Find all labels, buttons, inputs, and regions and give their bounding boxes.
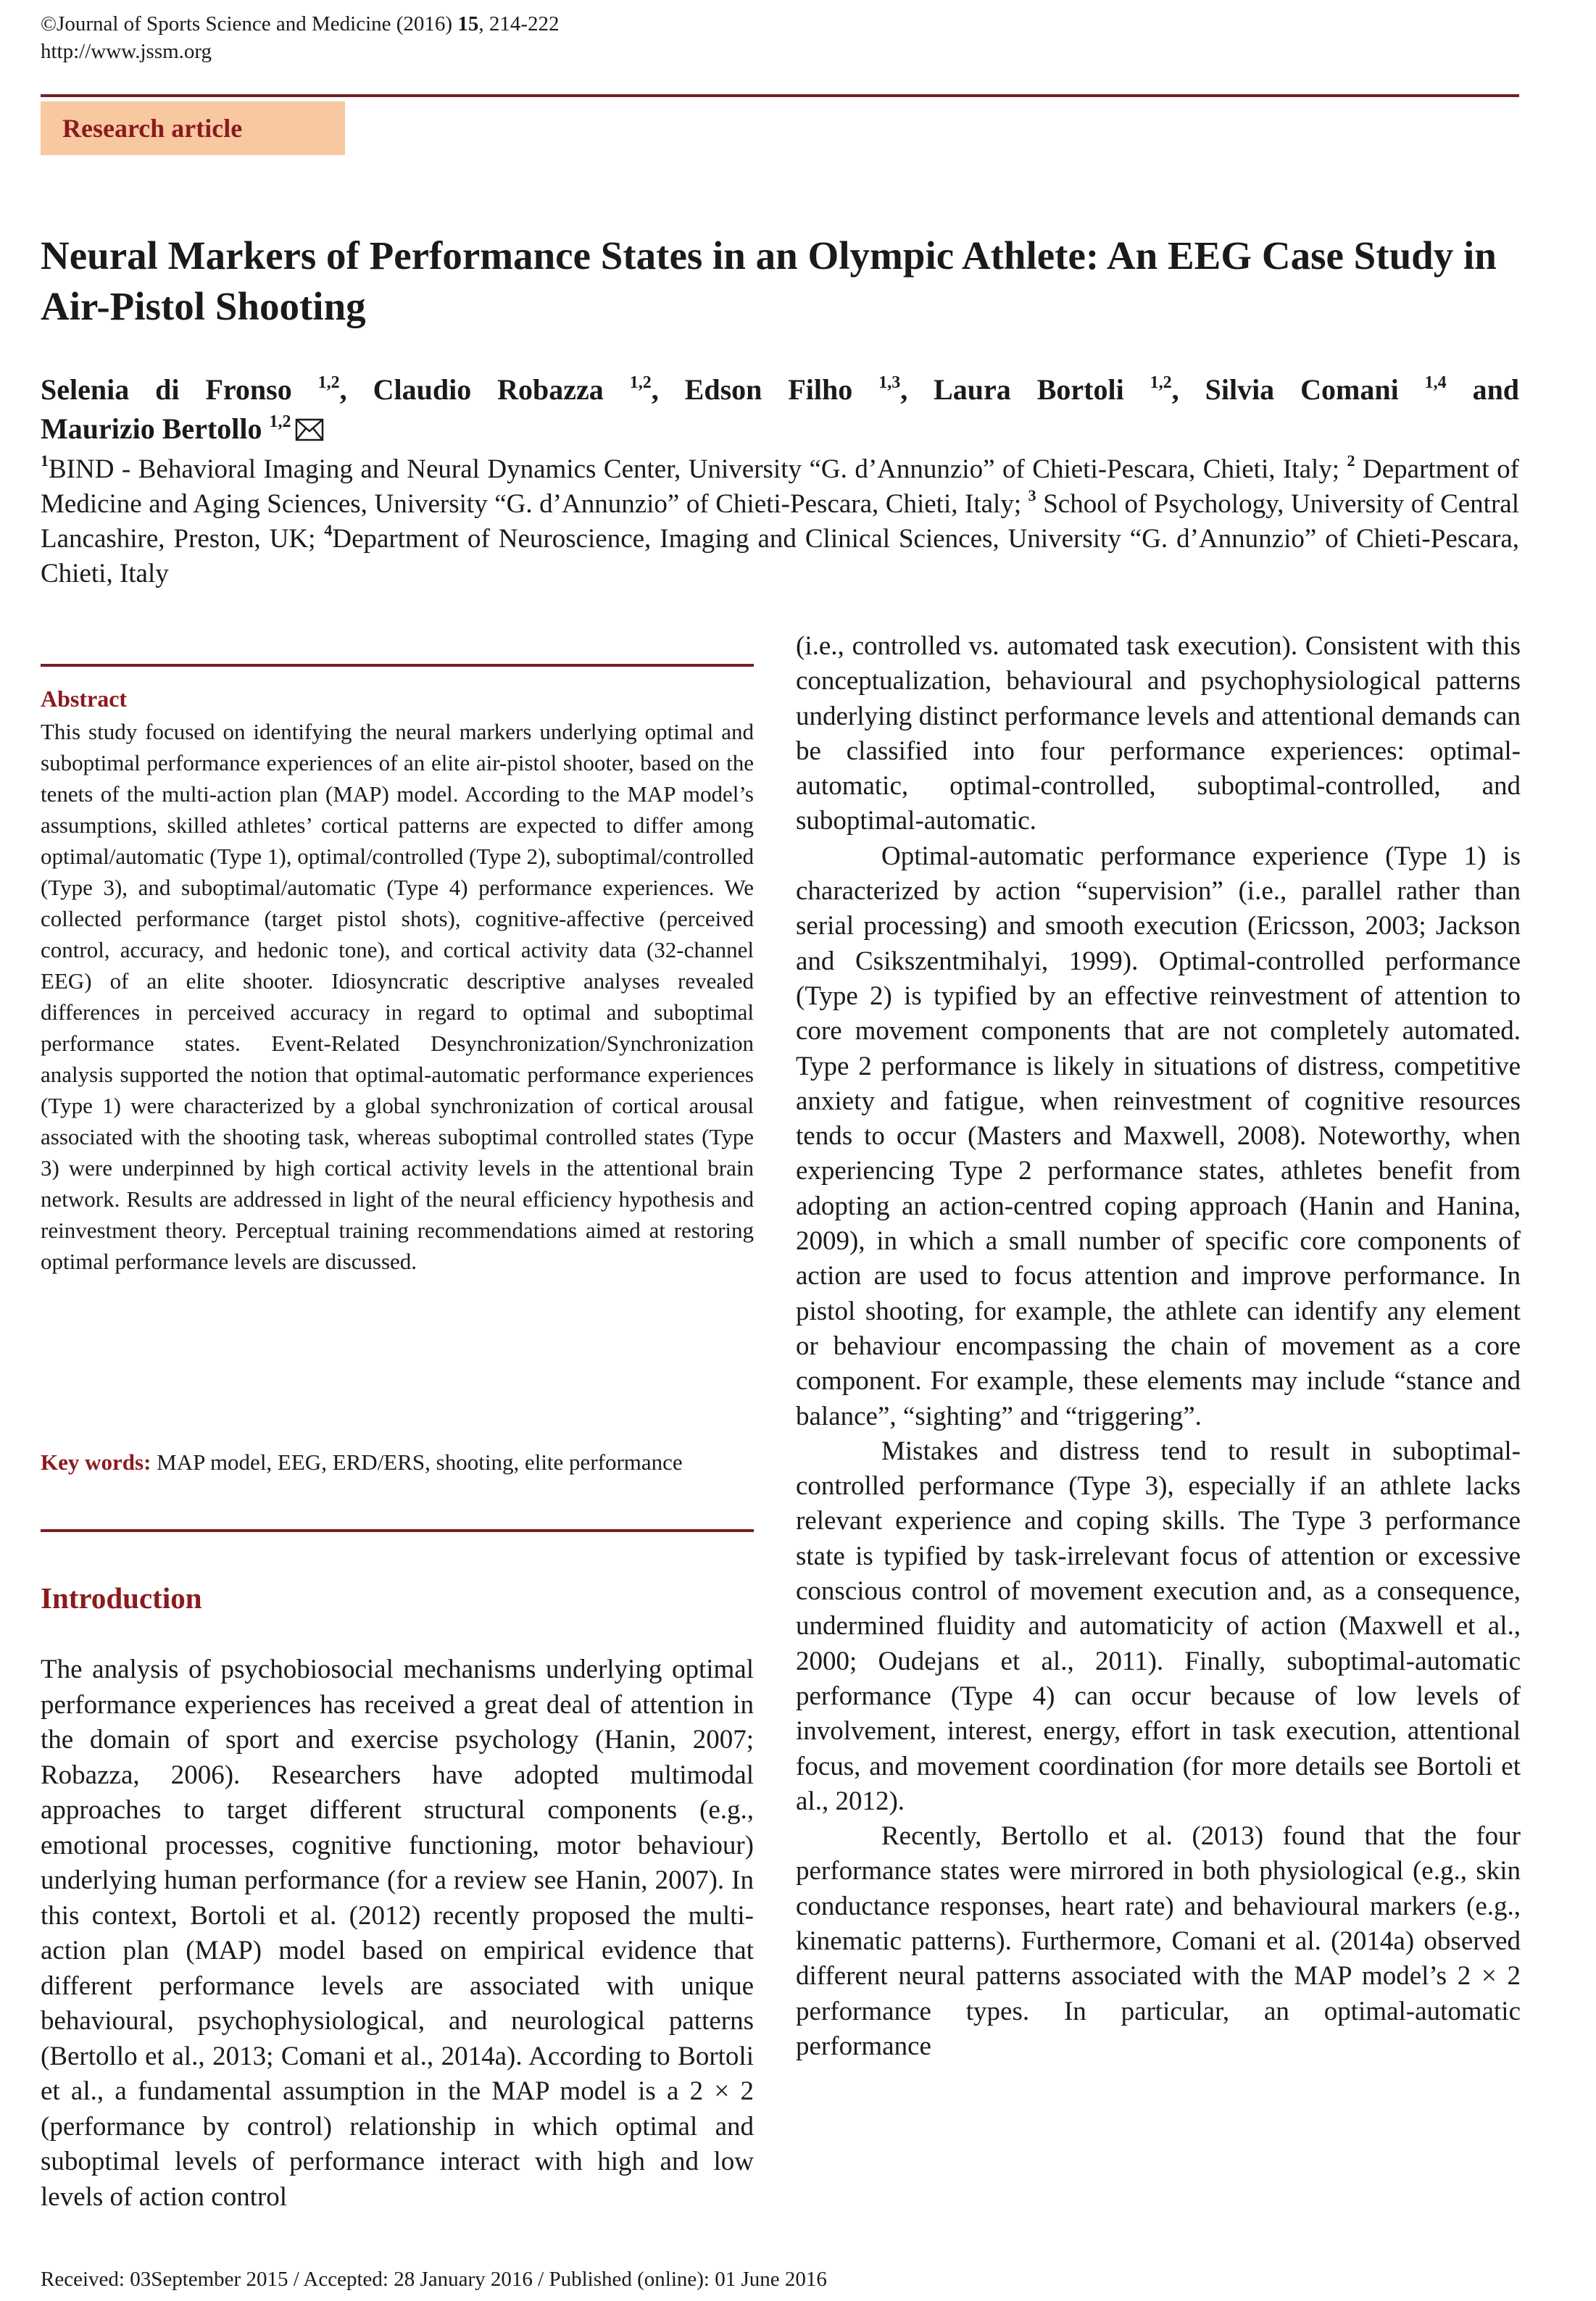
abstract-text: This study focused on identifying the neural markers underlying optimal and suboptimal performance experiences of an elite air-pistol shooter, based on the tenets of the multi-action plan (MAP) model. According to the MAP model’s assumptions, skilled athletes’ cortical patterns are expected to differ among optimal/automatic (Type 1), optimal/controlled (Type 2), suboptimal/controlled (Type 3), and suboptimal/automatic (Type 4) performance experiences. We collected performance (target pistol shots), cognitive-affective (perceived control, accuracy, and hedonic tone), and cortical activity data (32-channel EEG) of an elite shooter. Idiosyncratic descriptive analyses revealed differences in perceived accuracy in regard to optimal and suboptimal performance states. Event-Related Desynchronization/Synchronization analysis supported the notion that optimal-automatic performance experiences (Type 1) were characterized by a global synchronization of cortical arousal associated with the shooting task, whereas suboptimal controlled states (Type 3) were underpinned by high cortical activity levels in the attentional brain network. Results are addressed in light of the neural efficiency hypothesis and reinvestment theory. Perceptual training recommendations aimed at restoring optimal performance levels are discussed. [41,719,754,1274]
introduction-left-column [41,1652,754,2215]
author-affiliation: 1,4 [1424,373,1447,392]
affiliation-number: 1 [41,452,49,470]
author-list: Selenia di Fronso $^{1,2}$, Claudio Robazza $^{1,2}$, Edson Filho $^{1,3}$, Laura Bortoli $^{1,2}$, Silvia Comani $^{1,4}$ and [41,373,1520,406]
introduction-heading: Introduction [41,1581,202,1615]
abstract-top-rule [41,664,754,667]
author-name: Selenia di Fronso [41,373,292,406]
affiliations [41,452,1519,591]
affiliation-number: 4 [324,521,333,539]
affiliation-number: 2 [1347,452,1355,470]
author-affiliation: 1,2 [1150,373,1172,392]
abstract-bottom-rule [41,1529,754,1532]
paragraph: The analysis of psychobiosocial mechanisms underlying optimal performance experiences has received a great deal of attention in the domain of sport and exercise psychology (Hanin, 2007; Robazza, 2006). Researchers have adopted multimodal approaches to target different structural components (e.g., emotional processes, cognitive functioning, motor behaviour) underlying human performance (for a review see Hanin, 2007). In this context, Bortoli et al. (2012) recently proposed the multi-action plan (MAP) model based on empirical evidence that different performance levels are associated with unique behavioural, psychophysiological, and neurological patterns (Bertollo et al., 2013; Comani et al., 2014a). According to Bortoli et al., a fundamental assumption in the MAP model is a 2 × 2 (performance by control) relationship in which optimal and suboptimal levels of performance interact with high and low levels of action control [41,1655,754,2212]
author-name: Maurizio Bertollo [41,412,262,445]
author-affiliation: 1,2 [269,412,291,431]
mail-icon[interactable] [295,413,324,451]
publication-dates: Received: 03September 2015 / Accepted: 28 January 2016 / Published (online): 01 June 2016 [41,2268,827,2291]
author-list-line2 [41,410,324,451]
paragraph: Optimal-automatic performance experience (Type 1) is characterized by action “supervision” (i.e., parallel rather than serial processing) and smooth execution (Ericsson, 2003; Jackson and Csikszentmihalyi, 1999). Optimal-controlled performance (Type 2) is typified by an effective reinvestment of attention to core movement components that are not completely automated. Type 2 performance is likely in situations of distress, competitive anxiety and fatigue, when reinvestment of cognitive resources tends to occur (Masters and Maxwell, 2008). Noteworthy, when experiencing Type 2 performance states, athletes benefit from adopting an action-centred coping approach (Hanin and Hanina, 2009), in which a small number of specific core components of action are used to focus attention and improve performance. In pistol shooting, for example, the athlete can identify any element or behaviour encompassing the chain of movement as a core component. For example, these elements may include “stance and balance”, “sighting” and “triggering”. [796,841,1521,1431]
keywords-label: Key words: [41,1449,151,1475]
journal-url[interactable]: http://www.jssm.org [41,40,212,63]
journal-volume: 15 [457,12,479,36]
affiliation-number: 3 [1028,486,1036,504]
abstract-heading: Abstract [41,686,128,712]
affiliation-text: Department of Medicine and Aging Sciences, University “G. d’Annunzio” of Chieti-Pescara, Chieti, Italy; [41,454,1519,519]
author-name: Claudio Robazza [373,373,604,406]
author-name: Laura Bortoli [934,373,1124,406]
paragraph: Mistakes and distress tend to result in suboptimal-controlled performance (Type 3), especially if an athlete lacks relevant experience and coping skills. The Type 3 performance state is typified by task-irrelevant focus of attention or excessive conscious control of movement execution and, as a consequence, undermined fluidity and automaticity of action (Maxwell et al., 2000; Oudejans et al., 2011). Finally, suboptimal-automatic performance (Type 4) can occur because of low levels of involvement, interest, energy, effort in task execution, attentional focus, and movement coordination (for more details see Bortoli et al., 2012). [796,1436,1521,1816]
keywords [41,1447,754,1478]
author-affiliation: 1,3 [878,373,901,392]
paragraph: (i.e., controlled vs. automated task execution). Consistent with this conceptualization, behavioural and psychophysiological patterns underlying distinct performance levels and attentional demands can be classified into four performance experiences: optimal-automatic, optimal-controlled, suboptimal-controlled, and suboptimal-automatic. [796,631,1521,836]
introduction-right-column [796,629,1521,2064]
paper-title: Neural Markers of Performance States in an Olympic Athlete: An EEG Case Study in Air-Pistol Shooting [41,233,1497,328]
affiliation-text: Department of Neuroscience, Imaging and Clinical Sciences, University “G. d’Annunzio” of Chieti-Pescara, Chieti, Italy [41,524,1519,588]
author-name: Edson Filho [684,373,853,406]
journal-name: ©Journal of Sports Science and Medicine (2016) [41,12,458,36]
affiliation-text: School of Psychology, University of Central Lancashire, Preston, UK; [41,489,1519,554]
authors-and: and [1472,373,1520,406]
author-affiliation: 1,2 [629,373,652,392]
article-type-badge: Research article [41,101,345,155]
author-affiliation: 1,2 [317,373,340,392]
paragraph: Recently, Bertollo et al. (2013) found that the four performance states were mirrored in both physiological (e.g., skin conductance responses, heart rate) and behavioural markers (e.g., kinematic patterns). Furthermore, Comani et al. (2014a) observed different neural patterns associated with the MAP model’s 2 × 2 performance types. In particular, an optimal-automatic performance [796,1821,1521,2061]
journal-citation [41,10,560,65]
journal-pages: , 214-222 [478,12,560,36]
author-name: Silvia Comani [1205,373,1399,406]
keywords-text: MAP model, EEG, ERD/ERS, shooting, elite performance [151,1449,683,1475]
affiliation-text: BIND - Behavioral Imaging and Neural Dynamics Center, University “G. d’Annunzio” of Chieti-Pescara, Chieti, Italy; [49,454,1347,484]
header-rule [41,94,1519,97]
